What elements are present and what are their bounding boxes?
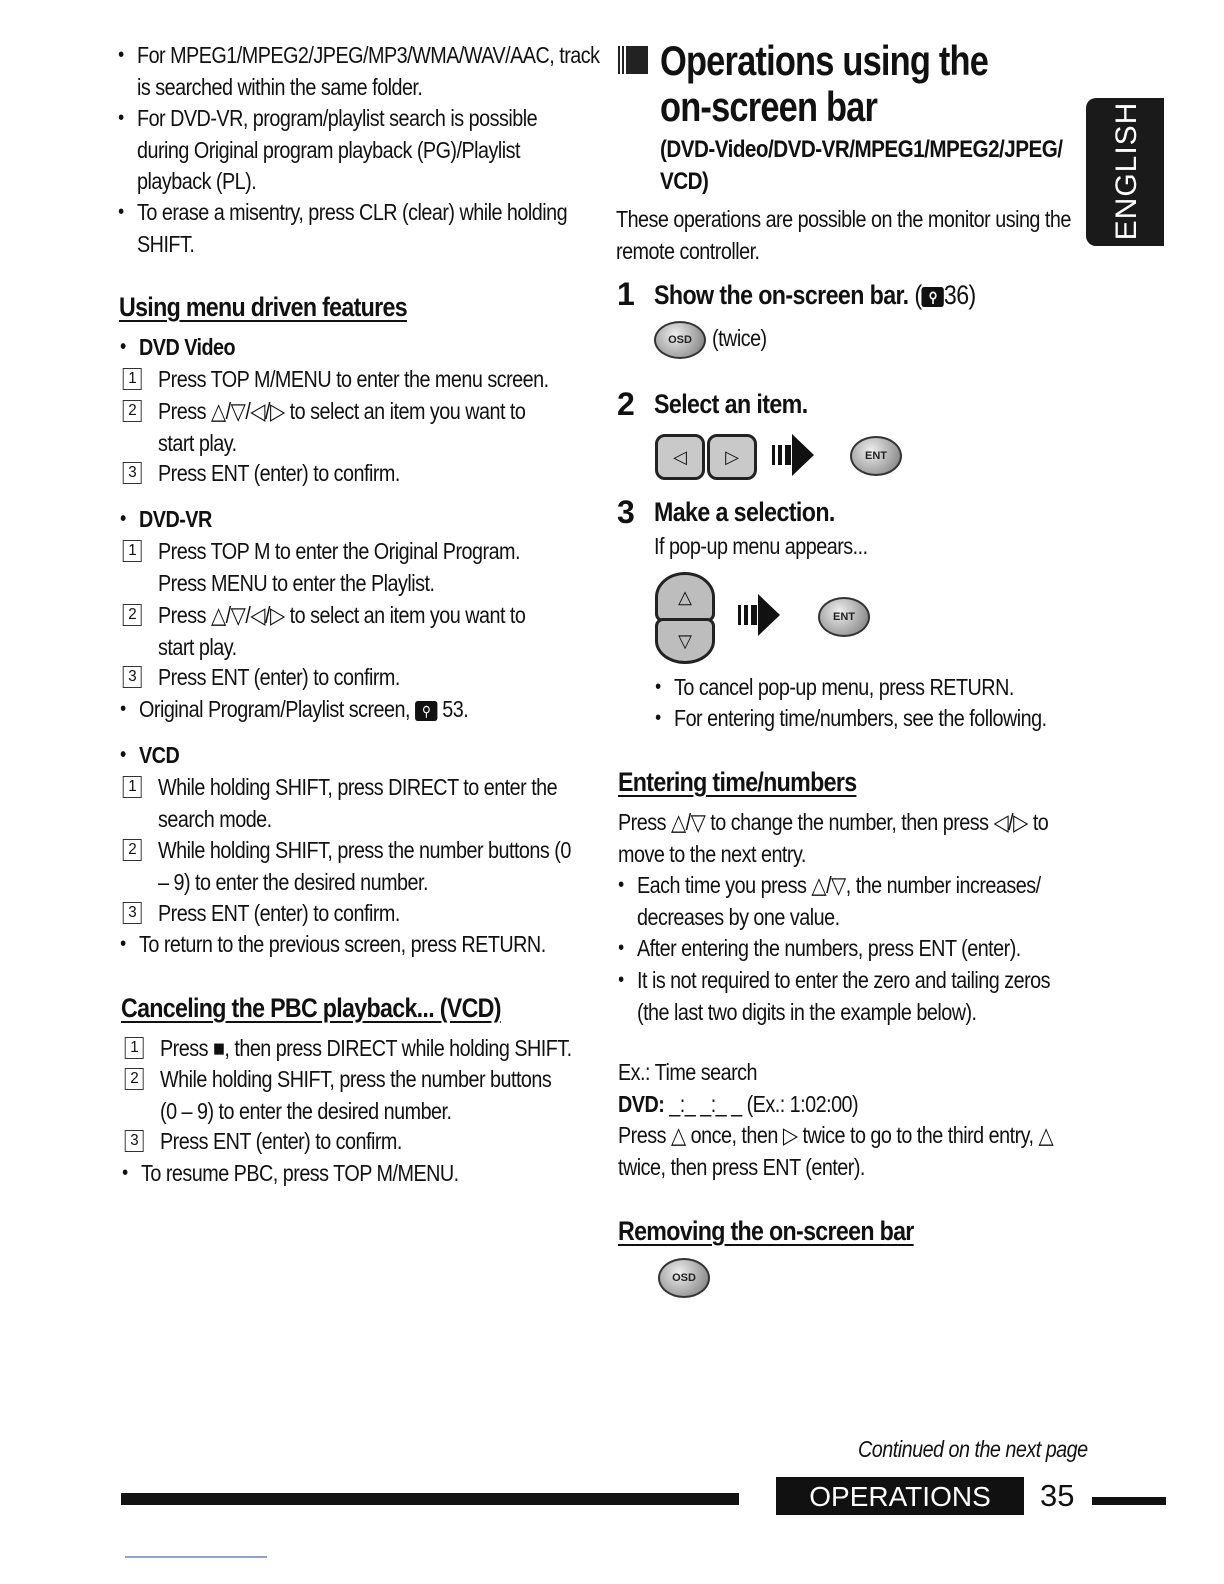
text-line: Press △/▽ to change the number, then press ◁/▷ to xyxy=(618,809,1049,835)
text-line: – 9) to enter the desired number. xyxy=(158,868,428,895)
text-line: While holding SHIFT, press DIRECT to enter the xyxy=(158,774,558,800)
text-line: playback (PL). xyxy=(137,168,257,194)
intro-bullet-1 xyxy=(137,40,600,103)
text-line: (the last two digits in the example below). xyxy=(637,998,977,1025)
footer-rule-left xyxy=(121,1493,739,1505)
text-line: • To erase a misentry, press CLR (clear) while holding xyxy=(137,199,568,225)
intro-bullet-2 xyxy=(137,103,537,198)
step-3-number: 3 xyxy=(617,494,635,530)
text-line: • It is not required to enter the zero and tailing zeros xyxy=(637,967,1051,993)
ent-button[interactable]: ENT xyxy=(818,597,870,637)
down-arrow-button[interactable]: ▽ xyxy=(655,618,715,664)
menu-heading: Using menu driven features xyxy=(119,292,407,322)
section-subtitle xyxy=(660,134,1062,197)
step-1-title xyxy=(654,280,976,311)
step-3-bullet-1: • To cancel pop-up menu, press RETURN. xyxy=(674,672,1014,704)
dvd-vr-step-2 xyxy=(128,600,526,663)
entering-intro xyxy=(618,807,1048,870)
step-2-title: Select an item. xyxy=(654,389,808,419)
step-3-title: Make a selection. xyxy=(654,497,835,527)
note-text: Original Program/Playlist screen, xyxy=(139,696,410,722)
page-ref: 36) xyxy=(943,280,976,310)
language-tab xyxy=(1086,98,1164,246)
step-number: 1 xyxy=(123,776,142,798)
text-line: search mode. xyxy=(158,805,272,832)
text-line: While holding SHIFT, press the number buttons (0 xyxy=(158,837,571,863)
dvd-video-step-3 xyxy=(128,458,400,490)
step-text: Show the on-screen bar. xyxy=(654,280,909,310)
text-line: Press ENT (enter) to confirm. xyxy=(158,460,400,486)
page-number: 35 xyxy=(1040,1478,1075,1513)
text-line: Press ENT (enter) to confirm. xyxy=(160,1128,402,1154)
pbc-step-2 xyxy=(130,1064,552,1127)
text-line: during Original program playback (PG)/Playlist xyxy=(137,136,521,163)
text-line: Press △/▽/◁/▷ to select an item you want to xyxy=(158,398,526,424)
step-number: 2 xyxy=(123,839,142,861)
section-intro xyxy=(616,204,1071,267)
up-arrow-button[interactable]: △ xyxy=(655,572,715,622)
ent-button[interactable]: ENT xyxy=(850,436,902,476)
pbc-step-1 xyxy=(130,1033,572,1065)
subtitle-line: (DVD-Video/DVD-VR/MPEG1/MPEG2/JPEG/ xyxy=(660,136,1063,163)
removing-heading: Removing the on-screen bar xyxy=(618,1216,914,1246)
entering-bullet-1 xyxy=(637,870,1041,933)
magnifier-icon: ⚲ xyxy=(415,701,437,721)
title-line: Operations using the xyxy=(660,37,989,84)
text-line: (0 – 9) to enter the desired number. xyxy=(160,1097,452,1124)
section-title xyxy=(660,38,988,130)
text-line: SHIFT. xyxy=(137,230,195,257)
proceed-arrow-icon xyxy=(772,432,816,478)
entering-bullet-2: • After entering the numbers, press ENT (enter). xyxy=(637,933,1021,965)
vcd-step-3 xyxy=(128,898,400,930)
continued-note: Continued on the next page xyxy=(858,1436,1088,1462)
dvd-value: _:_ _:_ _ (Ex.: 1:02:00) xyxy=(669,1091,859,1117)
dvd-label: DVD: xyxy=(618,1091,665,1117)
section-marker-icon xyxy=(618,46,648,74)
step-2-number: 2 xyxy=(617,386,635,422)
step-number: 3 xyxy=(123,902,142,924)
text-line: move to the next entry. xyxy=(618,840,806,867)
step-number: 1 xyxy=(123,540,142,562)
left-arrow-button[interactable]: ◁ xyxy=(655,434,705,480)
text-line: start play. xyxy=(158,429,237,456)
text-line: Press ENT (enter) to confirm. xyxy=(158,900,400,926)
vcd-step-2 xyxy=(128,835,571,898)
step-3-bullet-2: • For entering time/numbers, see the following. xyxy=(674,703,1047,735)
bottom-link-rule xyxy=(125,1556,267,1558)
step-number: 3 xyxy=(123,666,142,688)
entering-heading: Entering time/numbers xyxy=(618,767,857,797)
vcd-title: • VCD xyxy=(139,740,179,772)
language-tab-label: ENGLISH xyxy=(1110,101,1143,241)
footer-section-label: OPERATIONS xyxy=(776,1477,1024,1515)
pbc-heading: Canceling the PBC playback... (VCD) xyxy=(121,993,501,1023)
text-line: Press ENT (enter) to confirm. xyxy=(158,664,400,690)
example-instructions xyxy=(618,1120,1053,1183)
text-line: These operations are possible on the monitor using the xyxy=(616,206,1071,232)
right-arrow-button[interactable]: ▷ xyxy=(707,434,757,480)
step-number: 3 xyxy=(123,462,142,484)
text-line: While holding SHIFT, press the number buttons xyxy=(160,1066,552,1092)
example-label: Ex.: Time search xyxy=(618,1059,758,1085)
dvd-video-step-1 xyxy=(128,364,549,396)
text-line: • For DVD-VR, program/playlist search is possible xyxy=(137,105,538,131)
page-ref: 53. xyxy=(442,696,469,722)
text-line: • Each time you press △/▽, the number increases/ xyxy=(637,872,1041,898)
text-line: Press TOP M to enter the Original Program. xyxy=(158,538,521,564)
vcd-step-1 xyxy=(128,772,558,835)
dvd-video-title: • DVD Video xyxy=(139,332,235,364)
step-number: 1 xyxy=(123,368,142,390)
proceed-arrow-icon xyxy=(738,592,782,638)
step-number: 2 xyxy=(123,604,142,626)
osd-button[interactable]: OSD xyxy=(654,321,706,359)
dvd-vr-title: • DVD-VR xyxy=(139,504,212,536)
ref-paren: ( xyxy=(914,280,922,310)
footer-rule-right xyxy=(1092,1497,1166,1505)
step-number: 2 xyxy=(123,400,142,422)
dvd-video-step-2 xyxy=(128,396,526,459)
step-number: 3 xyxy=(125,1130,144,1152)
text-line: Press TOP M/MENU to enter the menu screen. xyxy=(158,366,549,392)
dvd-vr-step-3 xyxy=(128,662,400,694)
example-dvd xyxy=(618,1089,858,1121)
entering-bullet-3 xyxy=(637,965,1050,1028)
intro-bullet-3 xyxy=(137,197,567,260)
text-line: start play. xyxy=(158,633,237,660)
step-1-number: 1 xyxy=(617,276,635,312)
dvd-vr-step-1 xyxy=(128,536,521,599)
text-line: is searched within the same folder. xyxy=(137,73,423,100)
text-line: decreases by one value. xyxy=(637,903,840,930)
text-line: Press MENU to enter the Playlist. xyxy=(158,569,435,596)
osd-button[interactable]: OSD xyxy=(658,1258,710,1298)
pbc-step-3 xyxy=(130,1126,402,1158)
dvd-vr-note xyxy=(139,694,468,726)
step-number: 1 xyxy=(125,1037,144,1059)
text-line: remote controller. xyxy=(616,237,760,264)
subtitle-line: VCD) xyxy=(660,167,709,195)
pbc-note: • To resume PBC, press TOP M/MENU. xyxy=(141,1158,459,1190)
step-number: 2 xyxy=(125,1068,144,1090)
text-line: Press △ once, then ▷ twice to go to the third entry, △ xyxy=(618,1122,1054,1148)
text-line: • For MPEG1/MPEG2/JPEG/MP3/WMA/WAV/AAC, track xyxy=(137,42,600,68)
text-line: Press △/▽/◁/▷ to select an item you want to xyxy=(158,602,526,628)
magnifier-icon: ⚲ xyxy=(922,287,944,307)
text-line: Press ■, then press DIRECT while holding SHIFT. xyxy=(160,1035,572,1061)
vcd-note: • To return to the previous screen, press RETURN. xyxy=(139,929,546,961)
text-line: twice, then press ENT (enter). xyxy=(618,1153,865,1180)
twice-label: (twice) xyxy=(712,325,767,351)
step-3-subtext: If pop-up menu appears... xyxy=(654,533,868,559)
title-line: on-screen bar xyxy=(660,83,878,130)
